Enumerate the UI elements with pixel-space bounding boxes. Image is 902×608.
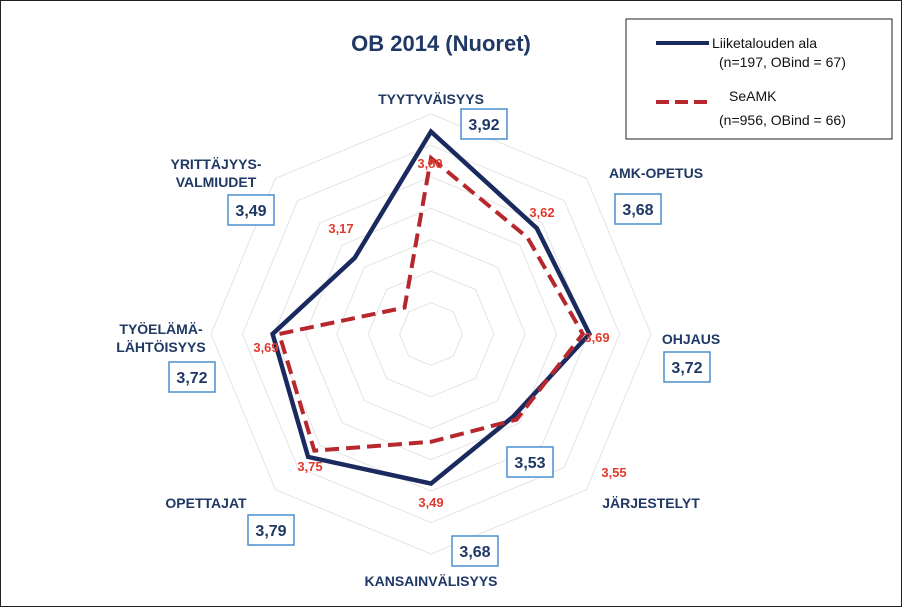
axis-label-line: LÄHTÖISYYS <box>116 339 206 355</box>
axis-label-line: KANSAINVÄLISYYS <box>364 573 498 589</box>
axis-label-line: TYÖELÄMÄ- <box>119 321 203 337</box>
grid-ring <box>400 303 463 366</box>
axis-label-line: JÄRJESTELYT <box>602 495 700 511</box>
axis-label-amk-opetus <box>609 165 703 181</box>
axis-label-opettajat <box>165 495 247 511</box>
grid-ring <box>274 177 588 491</box>
value-label-seamk: 3,62 <box>529 205 555 220</box>
value-label-seamk: 3,49 <box>418 495 444 510</box>
axis-label-line: OHJAUS <box>661 331 721 347</box>
axis-label-line: TYYTYVÄISYYS <box>378 91 484 107</box>
value-label-liiketalous: 3,49 <box>235 203 267 220</box>
legend <box>626 19 892 139</box>
axis-label-ohjaus <box>662 331 720 347</box>
value-label-liiketalous: 3,68 <box>622 202 654 219</box>
legend-label-seamk: SeAMK <box>729 88 777 104</box>
value-label-seamk: 3,75 <box>297 459 323 474</box>
radar-chart <box>1 1 902 608</box>
legend-sub-liiketalous: (n=197, OBind = 67) <box>719 54 846 70</box>
legend-label-liiketalous: Liiketalouden ala <box>712 35 818 51</box>
value-label-seamk: 3,69 <box>584 330 610 345</box>
value-label-liiketalous: 3,79 <box>255 523 287 540</box>
axis-label-jarjestelyt <box>602 495 700 511</box>
axis-label-tyoelamalahtoisyys <box>116 321 205 355</box>
grid-ring <box>305 208 556 459</box>
grid-ring <box>337 240 526 429</box>
value-label-seamk: 3,55 <box>601 465 627 480</box>
axis-label-yrittajyysvalmiudet <box>170 156 261 190</box>
legend-sub-seamk: (n=956, OBind = 66) <box>719 112 846 128</box>
series-line-liiketalous <box>273 132 590 484</box>
axis-label-tyytyvaisyys <box>378 91 484 107</box>
axis-label-line: AMK-OPETUS <box>608 165 704 181</box>
value-label-liiketalous: 3,72 <box>671 360 703 377</box>
value-label-liiketalous: 3,72 <box>176 370 208 387</box>
value-label-seamk: 3,17 <box>328 221 354 236</box>
axis-label-line: OPETTAJAT <box>165 495 247 511</box>
value-label-liiketalous: 3,53 <box>514 455 546 472</box>
series-line-seamk <box>279 158 583 451</box>
axis-label-line: VALMIUDET <box>175 174 257 190</box>
axis-label-line: YRITTÄJYYS- <box>170 156 262 172</box>
value-label-seamk: 3,69 <box>253 340 279 355</box>
chart-title: OB 2014 (Nuoret) <box>351 31 531 56</box>
value-label-liiketalous: 3,68 <box>459 544 491 561</box>
value-label-liiketalous: 3,92 <box>468 117 500 134</box>
axis-label-kansainvalisyys <box>364 573 497 589</box>
value-label-seamk: 3,80 <box>417 156 443 171</box>
radar-series <box>273 132 590 484</box>
grid-ring <box>368 271 494 397</box>
